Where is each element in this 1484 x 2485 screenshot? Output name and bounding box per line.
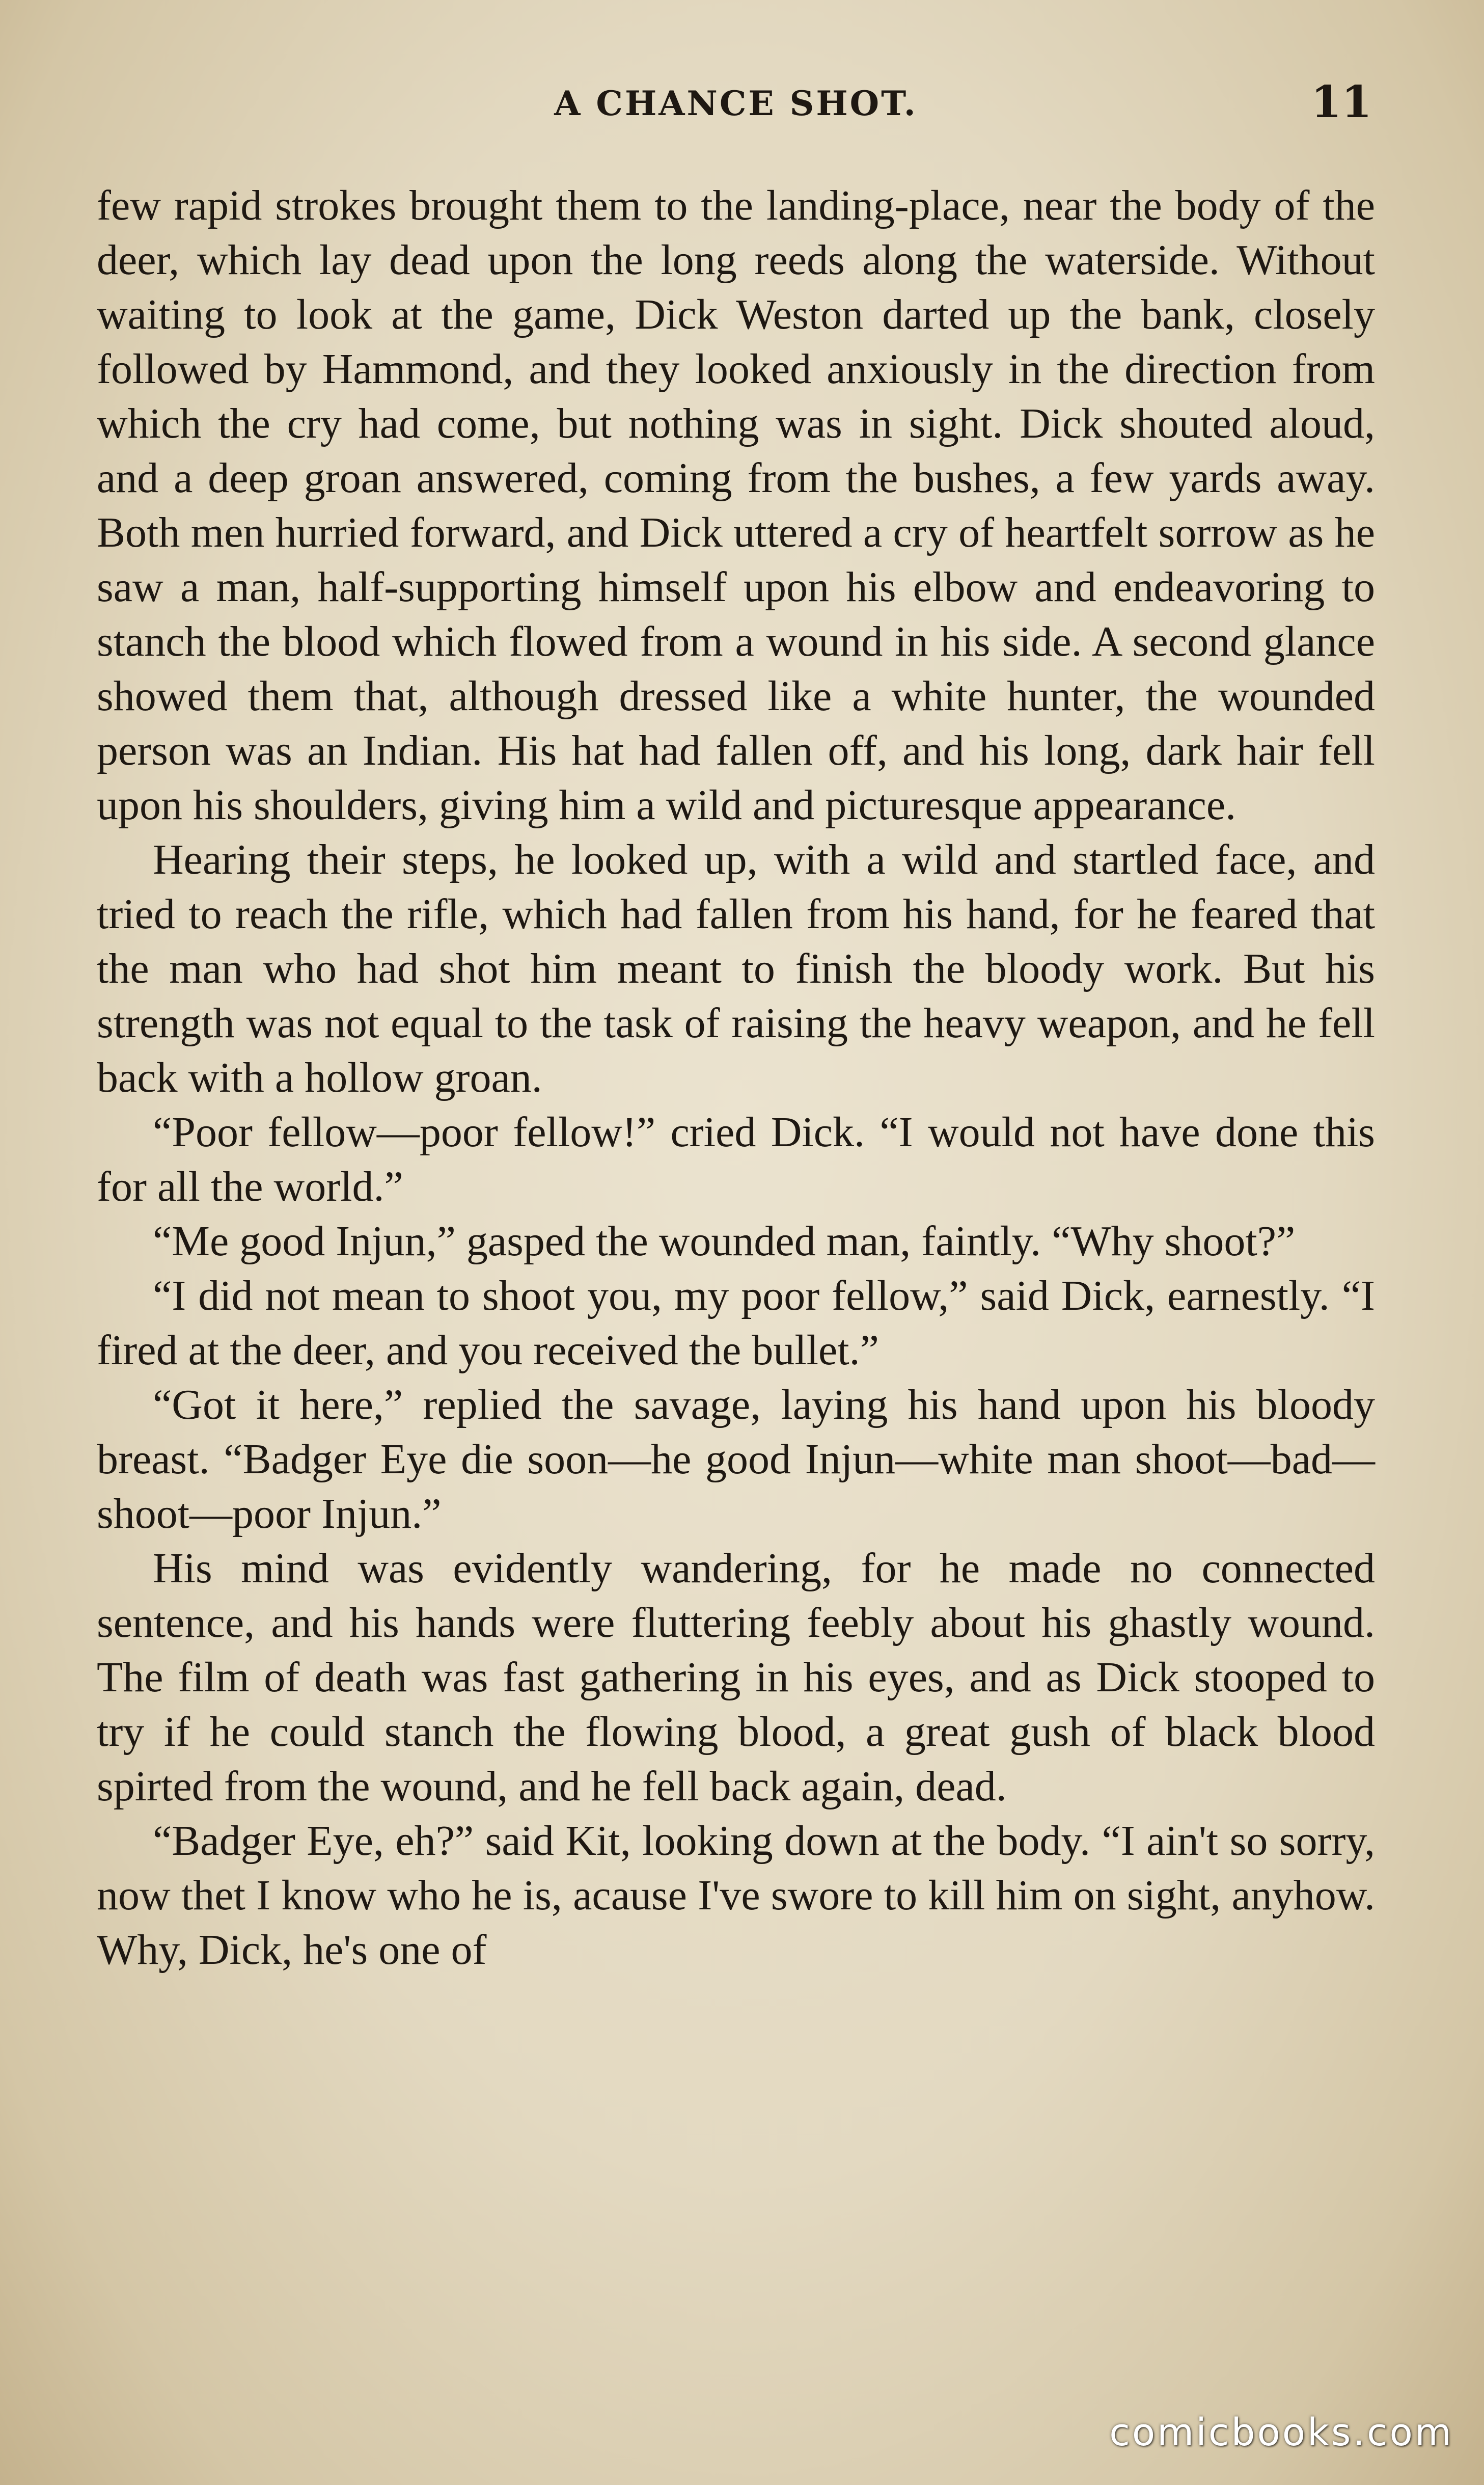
running-head bbox=[97, 76, 1375, 138]
paragraph-dialogue: “Got it here,” replied the savage, laying his hand upon his bloody breast. “Badger Eye die soon—he good Injun—white man shoot—bad—shoot—poor Injun.” bbox=[97, 1381, 1375, 1537]
paragraph-dialogue: “I did not mean to shoot you, my poor fellow,” said Dick, earnestly. “I fired at the deer, and you received the bullet.” bbox=[97, 1272, 1375, 1374]
paragraph-dialogue: “Me good Injun,” gasped the wounded man, faintly. “Why shoot?” bbox=[153, 1218, 1296, 1265]
body-text bbox=[97, 178, 1375, 1977]
paragraph-dialogue: “Poor fellow—poor fellow!” cried Dick. “I would not have done this for all the world.” bbox=[97, 1109, 1375, 1210]
paragraph-dialogue: “Badger Eye, eh?” said Kit, looking down at the body. “I ain't so sorry, now thet I know who he is, acause I've swore to kill him on sight, anyhow. Why, Dick, he's one of bbox=[97, 1817, 1375, 1974]
chapter-title: A CHANCE SHOT. bbox=[554, 84, 918, 123]
paragraph: His mind was evidently wandering, for he made no connected sentence, and his hands were fluttering feebly about his ghastly wound. The film of death was fast gathering in his eyes, and as Dick stooped to try if he could stanch the flowing blood, a great gush of black blood spirted from the wound, and he fell back again, dead. bbox=[97, 1545, 1375, 1810]
page-number: 11 bbox=[1311, 76, 1372, 128]
paragraph-continued: few rapid strokes brought them to the landing-place, near the body of the deer, which lay dead upon the long reeds along the waterside. Without waiting to look at the game, Dick Weston darted up the bank, closely followed by Hammond, and they looked anxiously in the direction from which the cry had come, but nothing was in sight. Dick shouted aloud, and a deep groan answered, coming from the bushes, a few yards away. Both men hurried forward, and Dick uttered a cry of heartfelt sorrow as he saw a man, half-supporting himself upon his elbow and endeavoring to stanch the blood which flowed from a wound in his side. A second glance showed them that, although dressed like a white hunter, the wounded person was an Indian. His hat had fallen off, and his long, dark hair fell upon his shoulders, giving him a wild and picturesque appearance. bbox=[97, 182, 1375, 829]
paragraph: Hearing their steps, he looked up, with a wild and startled face, and tried to reach the rifle, which had fallen from his hand, for he feared that the man who had shot him meant to finish the bloody work. But his strength was not equal to the task of raising the heavy weapon, and he fell back with a hollow groan. bbox=[97, 836, 1375, 1101]
site-watermark: comicbooks.com bbox=[1109, 2411, 1453, 2454]
